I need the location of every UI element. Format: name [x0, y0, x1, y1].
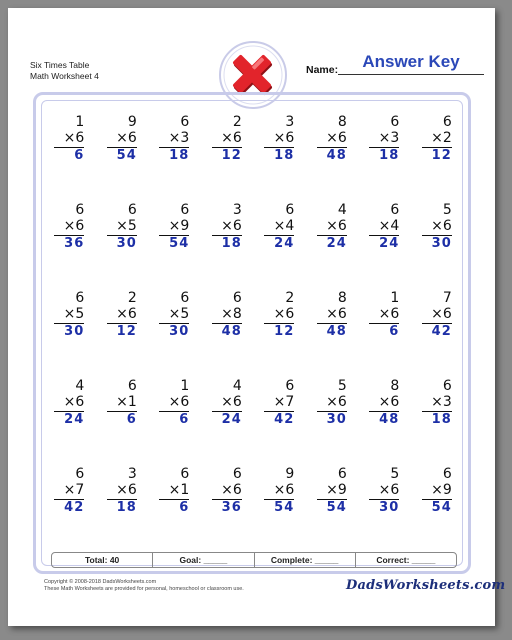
- problem-multiplier: ×3: [159, 130, 189, 148]
- problem-grid: [43, 114, 463, 554]
- problem-answer: 30: [64, 324, 85, 339]
- problem-top-number: 6: [180, 466, 190, 482]
- problem: [306, 202, 359, 290]
- problem: [253, 202, 306, 290]
- problem-row: [43, 114, 463, 202]
- problem-top-number: 6: [127, 378, 137, 394]
- footer-copyright: [44, 579, 244, 593]
- problem: [358, 114, 411, 202]
- problem-answer: 48: [326, 148, 347, 163]
- problem-top-number: 9: [127, 114, 137, 130]
- problem: [306, 466, 359, 554]
- problem-answer: 12: [274, 324, 295, 339]
- problem-answer: 42: [64, 500, 85, 515]
- problem-answer: 30: [326, 412, 347, 427]
- problem-multiplier: ×6: [264, 306, 294, 324]
- problem-top-number: 7: [442, 290, 452, 306]
- problem: [411, 202, 464, 290]
- problem-answer: 6: [179, 412, 190, 427]
- copyright-text: Copyright © 2008-2018 DadsWorksheets.com: [44, 579, 157, 585]
- problem: [201, 290, 254, 378]
- problem-multiplier: ×8: [212, 306, 242, 324]
- problem-answer: 36: [221, 500, 242, 515]
- worksheet-title: [30, 60, 99, 82]
- problem-answer: 48: [221, 324, 242, 339]
- problem-multiplier: ×5: [107, 218, 137, 236]
- problem-answer: 30: [169, 324, 190, 339]
- problem-multiplier: ×6: [317, 306, 347, 324]
- problem: [253, 290, 306, 378]
- problem-answer: 48: [326, 324, 347, 339]
- problem-multiplier: ×6: [317, 130, 347, 148]
- problem-answer: 18: [379, 148, 400, 163]
- problem: [253, 378, 306, 466]
- problem: [306, 114, 359, 202]
- problem-multiplier: ×6: [212, 218, 242, 236]
- problem-answer: 24: [221, 412, 242, 427]
- problem-answer: 12: [221, 148, 242, 163]
- problem-multiplier: ×6: [422, 218, 452, 236]
- problem: [253, 466, 306, 554]
- problem: [43, 378, 96, 466]
- problem-multiplier: ×4: [369, 218, 399, 236]
- problem-multiplier: ×6: [107, 130, 137, 148]
- problem: [306, 290, 359, 378]
- problem-multiplier: ×3: [422, 394, 452, 412]
- problem-top-number: 2: [232, 114, 242, 130]
- complete-cell: Complete: _____: [254, 553, 355, 567]
- problem-top-number: 6: [337, 466, 347, 482]
- problem-top-number: 6: [127, 202, 137, 218]
- problem-multiplier: ×6: [212, 482, 242, 500]
- problem: [96, 202, 149, 290]
- problem-row: [43, 202, 463, 290]
- problem-top-number: 6: [232, 290, 242, 306]
- problem-top-number: 6: [232, 466, 242, 482]
- name-label: Name:: [306, 64, 339, 76]
- problem: [43, 290, 96, 378]
- problem-top-number: 9: [285, 466, 295, 482]
- problem-multiplier: ×6: [107, 482, 137, 500]
- problem: [148, 466, 201, 554]
- problem-top-number: 4: [232, 378, 242, 394]
- problem-top-number: 6: [390, 114, 400, 130]
- problem: [201, 466, 254, 554]
- problem-answer: 54: [326, 500, 347, 515]
- problem-multiplier: ×1: [107, 394, 137, 412]
- problem: [358, 466, 411, 554]
- problem-top-number: 4: [75, 378, 85, 394]
- problem-answer: 18: [221, 236, 242, 251]
- problem-multiplier: ×6: [212, 394, 242, 412]
- problem: [148, 114, 201, 202]
- problem-multiplier: ×1: [159, 482, 189, 500]
- problem-answer: 36: [64, 236, 85, 251]
- problem: [201, 378, 254, 466]
- problem-answer: 42: [274, 412, 295, 427]
- problem: [253, 114, 306, 202]
- problem-top-number: 5: [337, 378, 347, 394]
- problem-top-number: 6: [75, 202, 85, 218]
- problem: [306, 378, 359, 466]
- problem-top-number: 4: [337, 202, 347, 218]
- problem-top-number: 6: [390, 202, 400, 218]
- problem: [96, 290, 149, 378]
- problem-answer: 18: [116, 500, 137, 515]
- problem-top-number: 2: [127, 290, 137, 306]
- problem-answer: 6: [389, 324, 400, 339]
- problem: [411, 290, 464, 378]
- problem-multiplier: ×6: [264, 130, 294, 148]
- problem-top-number: 6: [75, 466, 85, 482]
- problem-multiplier: ×7: [264, 394, 294, 412]
- problem-answer: 24: [326, 236, 347, 251]
- problem: [358, 378, 411, 466]
- problem-answer: 12: [116, 324, 137, 339]
- problem-top-number: 3: [285, 114, 295, 130]
- problem-row: [43, 290, 463, 378]
- problem-multiplier: ×6: [54, 394, 84, 412]
- problem: [148, 378, 201, 466]
- problem: [148, 202, 201, 290]
- problem-top-number: 3: [127, 466, 137, 482]
- problem-answer: 30: [116, 236, 137, 251]
- problem-top-number: 3: [232, 202, 242, 218]
- problem: [43, 466, 96, 554]
- total-cell: Total: 40: [84, 555, 120, 565]
- problem: [358, 202, 411, 290]
- problem-top-number: 6: [180, 290, 190, 306]
- problem-answer: 24: [274, 236, 295, 251]
- problem-answer: 6: [179, 500, 190, 515]
- problem-top-number: 6: [442, 466, 452, 482]
- problem-answer: 54: [274, 500, 295, 515]
- problem: [148, 290, 201, 378]
- problem-multiplier: ×6: [107, 306, 137, 324]
- brand-logo: DadsWorksheets.com: [346, 578, 506, 593]
- problem-multiplier: ×4: [264, 218, 294, 236]
- problem-answer: 6: [126, 412, 137, 427]
- summary-bar: [51, 552, 457, 568]
- problem-top-number: 6: [180, 202, 190, 218]
- problem-multiplier: ×5: [159, 306, 189, 324]
- problem-answer: 54: [169, 236, 190, 251]
- problem: [201, 114, 254, 202]
- name-line: [338, 74, 484, 75]
- problem-multiplier: ×6: [317, 394, 347, 412]
- problem-top-number: 1: [390, 290, 400, 306]
- problem: [411, 378, 464, 466]
- problem-multiplier: ×6: [54, 130, 84, 148]
- problem: [358, 290, 411, 378]
- problem-top-number: 1: [180, 378, 190, 394]
- problem: [411, 466, 464, 554]
- problem: [43, 114, 96, 202]
- correct-cell: Correct: _____: [355, 553, 456, 567]
- problem-top-number: 2: [285, 290, 295, 306]
- answer-key-text: Answer Key: [362, 52, 460, 71]
- problem-answer: 18: [169, 148, 190, 163]
- problem-answer: 42: [431, 324, 452, 339]
- problem-top-number: 5: [442, 202, 452, 218]
- problem-multiplier: ×6: [369, 482, 399, 500]
- problem: [96, 466, 149, 554]
- problem-row: [43, 378, 463, 466]
- problem-answer: 54: [431, 500, 452, 515]
- problem-answer: 48: [379, 412, 400, 427]
- problem-top-number: 1: [75, 114, 85, 130]
- problem: [201, 202, 254, 290]
- problem-top-number: 6: [442, 114, 452, 130]
- problem-top-number: 6: [75, 290, 85, 306]
- problem: [96, 378, 149, 466]
- problem-multiplier: ×5: [54, 306, 84, 324]
- title-line-2: Math Worksheet 4: [30, 71, 99, 81]
- problem-multiplier: ×6: [212, 130, 242, 148]
- problem-multiplier: ×2: [422, 130, 452, 148]
- problem: [96, 114, 149, 202]
- problem-answer: 24: [379, 236, 400, 251]
- problem-multiplier: ×3: [369, 130, 399, 148]
- problem-answer: 30: [431, 236, 452, 251]
- problem-multiplier: ×6: [317, 218, 347, 236]
- problem-answer: 18: [274, 148, 295, 163]
- problem-multiplier: ×9: [159, 218, 189, 236]
- notice-text: These Math Worksheets are provided for personal, homeschool or classroom use.: [44, 586, 244, 592]
- problem: [411, 114, 464, 202]
- problem-top-number: 6: [180, 114, 190, 130]
- problem-multiplier: ×6: [422, 306, 452, 324]
- problem-multiplier: ×6: [369, 306, 399, 324]
- problem-answer: 54: [116, 148, 137, 163]
- problem-top-number: 8: [337, 114, 347, 130]
- problem-answer: 12: [431, 148, 452, 163]
- problem-row: [43, 466, 463, 554]
- problem-answer: 6: [74, 148, 85, 163]
- problem-multiplier: ×7: [54, 482, 84, 500]
- problem-multiplier: ×6: [369, 394, 399, 412]
- problem-answer: 18: [431, 412, 452, 427]
- goal-cell: Goal: _____: [152, 553, 253, 567]
- problem-top-number: 6: [285, 202, 295, 218]
- problem-multiplier: ×9: [422, 482, 452, 500]
- problem-answer: 24: [64, 412, 85, 427]
- problem-top-number: 8: [390, 378, 400, 394]
- problem-multiplier: ×6: [264, 482, 294, 500]
- problem-answer: 30: [379, 500, 400, 515]
- problem: [43, 202, 96, 290]
- title-line-1: Six Times Table: [30, 60, 90, 70]
- problem-multiplier: ×9: [317, 482, 347, 500]
- problem-top-number: 6: [285, 378, 295, 394]
- problem-multiplier: ×6: [54, 218, 84, 236]
- problem-top-number: 8: [337, 290, 347, 306]
- problem-multiplier: ×6: [159, 394, 189, 412]
- problem-top-number: 6: [442, 378, 452, 394]
- problem-top-number: 5: [390, 466, 400, 482]
